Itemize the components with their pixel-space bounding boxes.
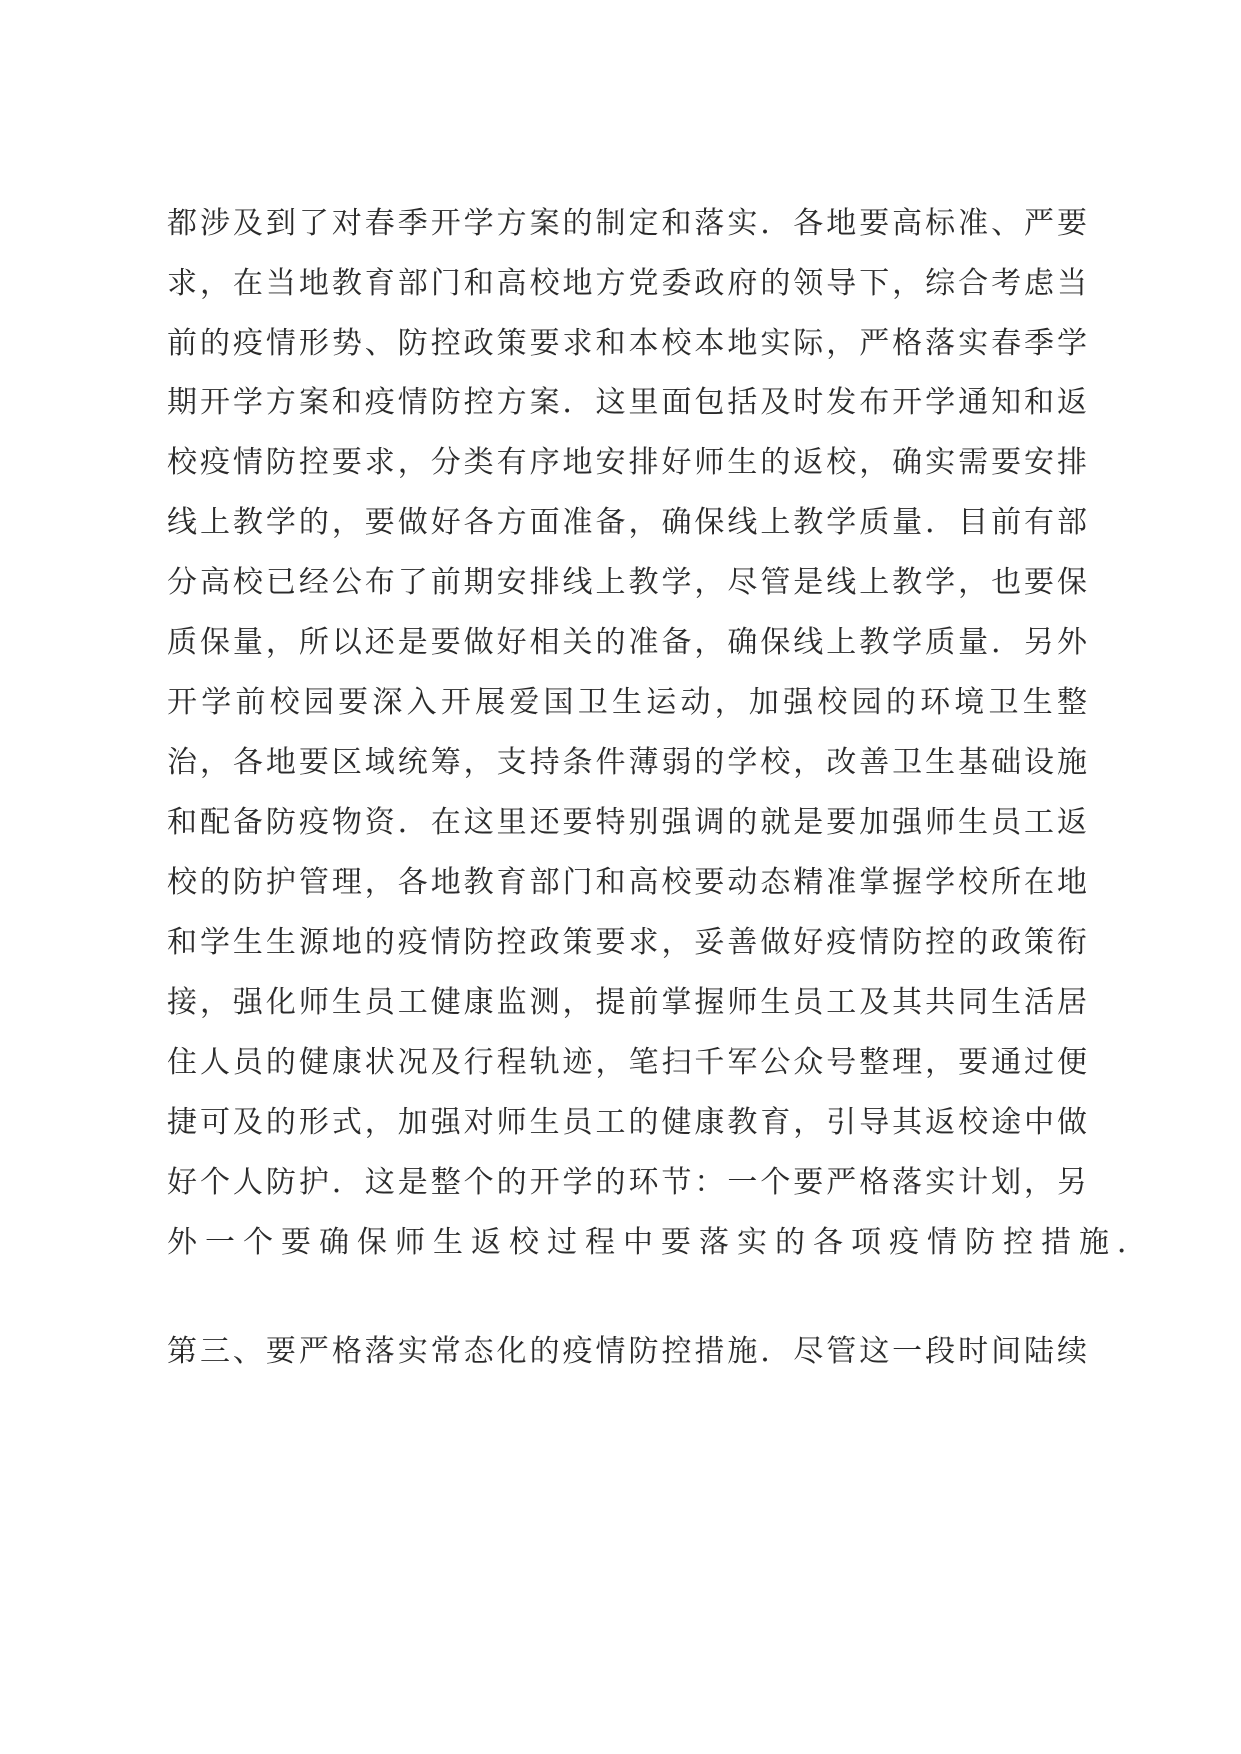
text-line: 和配备防疫物资．在这里还要特别强调的就是要加强师生员工返	[167, 805, 1087, 840]
text-line: 治，各地要区域统筹，支持条件薄弱的学校，改善卫生基础设施	[167, 745, 1087, 780]
text-line: 前的疫情形势、防控政策要求和本校本地实际，严格落实春季学	[167, 326, 1087, 361]
text-line: 都涉及到了对春季开学方案的制定和落实．各地要高标准、严要	[167, 206, 1087, 241]
text-line: 期开学方案和疫情防控方案．这里面包括及时发布开学通知和返	[167, 385, 1087, 420]
text-line: 外一个要确保师生返校过程中要落实的各项疫情防控措施．	[167, 1225, 1155, 1260]
text-line: 好个人防护．这是整个的开学的环节：一个要严格落实计划，另	[167, 1165, 1087, 1200]
text-line: 捷可及的形式，加强对师生员工的健康教育，引导其返校途中做	[167, 1105, 1087, 1140]
text-line: 住人员的健康状况及行程轨迹，笔扫千军公众号整理，要通过便	[167, 1045, 1087, 1080]
text-line: 求，在当地教育部门和高校地方党委政府的领导下，综合考虑当	[167, 266, 1087, 301]
text-line: 校疫情防控要求，分类有序地安排好师生的返校，确实需要安排	[167, 445, 1087, 480]
text-line: 线上教学的，要做好各方面准备，确保线上教学质量．目前有部	[167, 505, 1087, 540]
text-line: 分高校已经公布了前期安排线上教学，尽管是线上教学，也要保	[167, 565, 1087, 600]
text-line: 开学前校园要深入开展爱国卫生运动，加强校园的环境卫生整	[167, 685, 1087, 720]
text-line: 校的防护管理，各地教育部门和高校要动态精准掌握学校所在地	[167, 865, 1087, 900]
text-line: 和学生生源地的疫情防控政策要求，妥善做好疫情防控的政策衔	[167, 925, 1087, 960]
text-line: 第三、要严格落实常态化的疫情防控措施．尽管这一段时间陆续	[167, 1334, 1087, 1369]
text-line: 质保量，所以还是要做好相关的准备，确保线上教学质量．另外	[167, 625, 1087, 660]
text-line: 接，强化师生员工健康监测，提前掌握师生员工及其共同生活居	[167, 985, 1087, 1020]
